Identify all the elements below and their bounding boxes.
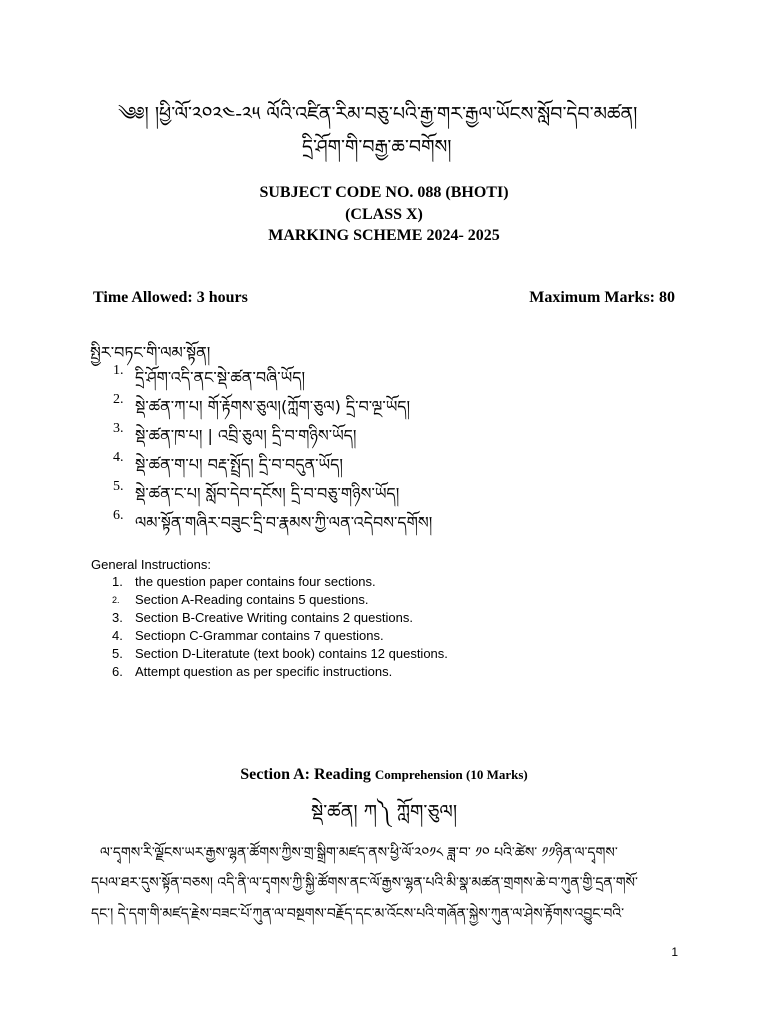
- item-text: Section D-Literatute (text book) contains 12 questions.: [135, 646, 448, 661]
- time-allowed: Time Allowed: 3 hours: [93, 289, 248, 306]
- section-a-title: [0, 766, 768, 784]
- passage-line-2: དཔལ་ཐར་དུས་སྟོན་བཅས། འདི་ནི་ལ་དྭགས་ཀྱི་སྐྱི་ཚོགས་ནང་ལོ་རྒྱས་ལྷན་པའི་མི་སྣ་མཚན་གྲགས་ཆེ་བ་ཀུན་གྱི་དྲན་གསོ་: [91, 875, 638, 891]
- maximum-marks: Maximum Marks: 80: [529, 289, 675, 306]
- item-text: Section A-Reading contains 5 questions.: [135, 592, 369, 607]
- passage-line-1: ལ་དྭགས་རི་ལྗོངས་ཡར་རྒྱས་ལྷན་ཚོགས་ཀྱིས་གྲ་སྒྲིག་མཛད་ནས་ཕྱི་ལོ་༢༠༡༨ ཟླ་བ་ ༡༠ པའི་ཚེས་ ༡༡ཉིན་ལ་དྭགས་: [100, 845, 618, 861]
- section-a-title-main: Section A: Reading: [240, 766, 371, 783]
- passage-line-3: དང་། དེ་དག་གི་མཛད་རྗེས་བཟང་པོ་ཀུན་ལ་བསྔགས་བརྗོད་དང་མ་འོངས་པའི་གཞོན་སྐྱེས་ཀུན་ལ་ཤེས་རྟོགས་འབྱུང་བའི་: [91, 906, 625, 922]
- item-text: Sectiopn C-Grammar contains 7 questions.: [135, 628, 384, 643]
- subject-code: SUBJECT CODE NO. 088 (BHOTI): [259, 184, 509, 201]
- item-text: སྡེ་ཚན་ཁ་པ། | འབྲི་ཅུལ། དྲི་བ་གཉིས་ཡོད།: [135, 426, 357, 445]
- item-number: 4.: [112, 628, 123, 643]
- item-text: སྡེ་ཚན་ང་པ། སློབ་དེབ་དངོས། དྲི་བ་བཅུ་གཉིས་ཡོད།: [135, 484, 400, 503]
- tibetan-title-line2: དྲི་ཤོག་གི་བརྒྱ་ཆ་བགོས།: [302, 136, 452, 158]
- item-text: Section B-Creative Writing contains 2 questions.: [135, 610, 413, 625]
- item-number: 5.: [113, 479, 124, 494]
- tibetan-instructions-heading: སྤྱིར་བཏང་གི་ལམ་སྟོན།: [90, 343, 211, 362]
- item-number: 3.: [112, 610, 123, 625]
- item-number: 1.: [112, 574, 123, 589]
- item-text: སྡེ་ཚན་ག་པ། བརྡ་སྤྲོད། དྲི་བ་བདུན་ཡོད།: [135, 455, 343, 474]
- item-number: 2.: [113, 392, 124, 407]
- item-number: 4.: [113, 450, 124, 465]
- class-label: (CLASS X): [345, 206, 423, 223]
- tibetan-title-line1: ༄༅། །ཕྱི་ལོ་༢༠༢༤-༢༥ ལོའི་འཛིན་རིམ་བཅུ་པའི་རྒྱ་གར་རྒྱལ་ཡོངས་སློབ་དེབ་མཚན།: [118, 103, 638, 125]
- item-text: Attempt question as per specific instructions.: [135, 664, 393, 679]
- marking-scheme-title: MARKING SCHEME 2024- 2025: [268, 227, 500, 244]
- item-text: སྡེ་ཚན་ཀ་པ། གོ་རྟོགས་ཅུལ།(ཀློག་ཅུལ) དྲི་བ་ལྔ་ཡོད།: [135, 397, 411, 416]
- item-text: the question paper contains four sections.: [135, 574, 376, 589]
- page-number: 1: [671, 945, 678, 959]
- section-a-tibetan-title: སྡེ་ཚན། ཀ༽ ཀློག་ཅུལ།: [310, 801, 458, 823]
- item-number: 6.: [112, 664, 123, 679]
- item-number: 1.: [113, 363, 124, 378]
- item-number: 3.: [113, 421, 124, 436]
- general-instructions-heading: General Instructions:: [91, 557, 211, 572]
- item-number: 6.: [113, 508, 124, 523]
- section-a-title-sub: Comprehension (10 Marks): [374, 767, 528, 782]
- item-number: 2.: [112, 595, 120, 605]
- item-number: 5.: [112, 646, 123, 661]
- item-text: དྲི་ཤོག་འདི་ནང་སྡེ་ཚན་བཞི་ཡོད།: [135, 368, 306, 387]
- item-text: ལམ་སྟོན་གཞིར་བཟུང་དྲི་བ་རྣམས་ཀྱི་ལན་འདེབས་དགོས།: [135, 513, 433, 532]
